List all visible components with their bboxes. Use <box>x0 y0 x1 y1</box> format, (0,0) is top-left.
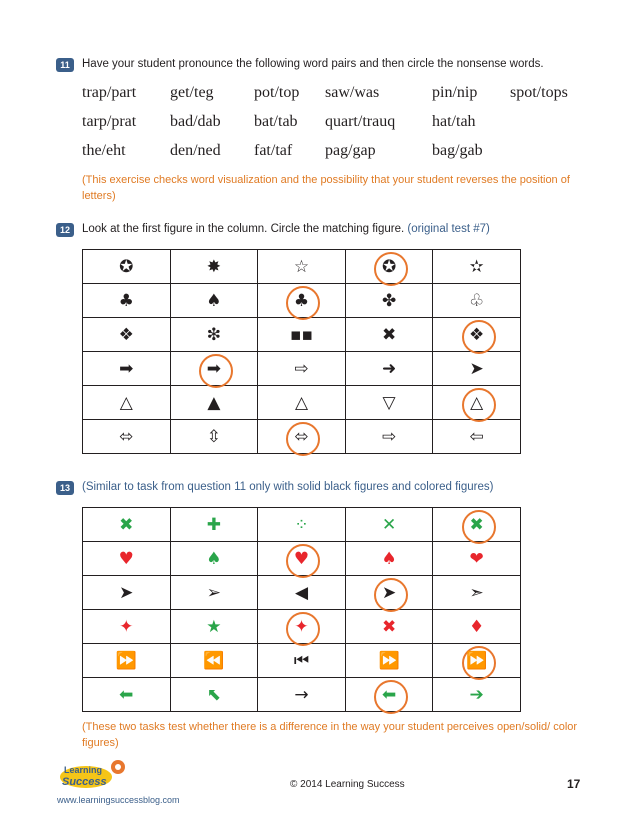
figure-symbol: ✖ <box>381 324 397 345</box>
figure-cell[interactable] <box>433 508 521 542</box>
figure-cell[interactable] <box>170 420 258 454</box>
word-pair: pot/top <box>254 84 300 101</box>
question-13-note: (These two tasks test whether there is a difference in the way your student perceives open/solid/ color figures) <box>82 721 578 749</box>
word-pair: bad/dab <box>170 113 221 130</box>
figure-symbol: ✸ <box>206 256 222 277</box>
word-pair: bag/gab <box>432 142 483 159</box>
figure-symbol: ♣ <box>118 290 134 311</box>
figure-cell[interactable] <box>83 318 171 352</box>
figure-symbol: ✦ <box>119 616 134 637</box>
figure-cell[interactable] <box>345 318 433 352</box>
figure-symbol: ♠ <box>381 548 397 569</box>
figure-cell[interactable] <box>345 352 433 386</box>
word-pair: saw/was <box>325 84 380 101</box>
figure-symbol: ➤ <box>119 582 134 603</box>
figure-symbol: ▽ <box>382 392 396 413</box>
figure-symbol: ➔ <box>469 684 484 705</box>
figure-matching-table-13 <box>82 507 521 712</box>
figure-symbol: ☆ <box>293 256 310 277</box>
word-pair: pag/gap <box>325 142 376 159</box>
figure-symbol: ♠ <box>206 548 222 569</box>
figure-cell[interactable] <box>258 250 346 284</box>
figure-cell[interactable] <box>83 284 171 318</box>
word-pair: spot/tops <box>510 84 568 101</box>
figure-symbol: ♥ <box>118 548 134 569</box>
figure-symbol: ➢ <box>206 582 222 603</box>
figure-cell[interactable] <box>258 508 346 542</box>
figure-cell[interactable] <box>170 508 258 542</box>
figure-cell[interactable] <box>345 386 433 420</box>
figure-cell[interactable] <box>345 508 433 542</box>
figure-symbol: ◀ <box>294 582 309 603</box>
page-number: 17 <box>567 777 581 791</box>
figure-symbol: ✤ <box>381 290 397 311</box>
figure-cell[interactable] <box>83 542 171 576</box>
svg-text:Learning: Learning <box>64 765 103 775</box>
figure-cell[interactable] <box>170 352 258 386</box>
figure-symbol: ➤ <box>381 582 397 603</box>
figure-symbol: ♥ <box>293 548 310 569</box>
figure-cell[interactable] <box>258 610 346 644</box>
figure-cell[interactable] <box>258 644 346 678</box>
figure-symbol: ✖ <box>469 514 484 535</box>
figure-symbol: ✪ <box>119 256 134 277</box>
figure-cell[interactable] <box>170 576 258 610</box>
figure-symbol: ❇ <box>206 324 222 345</box>
figure-cell[interactable] <box>83 352 171 386</box>
table-row <box>83 250 521 284</box>
figure-cell[interactable] <box>345 610 433 644</box>
figure-cell[interactable] <box>433 352 521 386</box>
figure-symbol: ✚ <box>206 514 222 535</box>
word-pair: fat/taf <box>254 142 293 159</box>
figure-cell[interactable] <box>83 644 171 678</box>
figure-cell[interactable] <box>170 250 258 284</box>
figure-symbol: ➡ <box>119 358 134 379</box>
figure-cell[interactable] <box>83 386 171 420</box>
figure-symbol: ❖ <box>118 324 134 345</box>
question-11-note: (This exercise checks word visualization and the possibility that your student reverses the position of letters) <box>82 174 570 202</box>
figure-symbol: ⇨ <box>381 426 397 447</box>
figure-cell[interactable] <box>170 644 258 678</box>
figure-cell[interactable] <box>345 420 433 454</box>
table-row <box>83 420 521 454</box>
question-12-badge: 12 <box>56 223 74 237</box>
figure-cell[interactable] <box>433 542 521 576</box>
figure-symbol: ❤ <box>469 548 484 569</box>
figure-cell[interactable] <box>83 420 171 454</box>
figure-symbol: ▪▪ <box>289 324 313 345</box>
figure-cell[interactable] <box>258 420 346 454</box>
figure-symbol: → <box>294 684 309 705</box>
table-row <box>83 576 521 610</box>
figure-symbol: ➡ <box>206 358 222 379</box>
figure-symbol: ⏩ <box>378 650 400 671</box>
figure-symbol: ⇨ <box>294 358 309 379</box>
word-pair: tarp/prat <box>82 113 137 130</box>
figure-cell[interactable] <box>433 644 521 678</box>
figure-cell[interactable] <box>258 386 346 420</box>
table-row <box>83 318 521 352</box>
figure-cell[interactable] <box>170 610 258 644</box>
table-row <box>83 644 521 678</box>
figure-symbol: ✪ <box>381 256 397 277</box>
figure-cell[interactable] <box>345 678 433 712</box>
figure-cell[interactable] <box>433 386 521 420</box>
figure-cell[interactable] <box>83 678 171 712</box>
footer-copyright: © 2014 Learning Success <box>290 779 405 790</box>
figure-symbol: ♣ <box>293 290 310 311</box>
table-row <box>83 678 521 712</box>
figure-cell[interactable] <box>170 284 258 318</box>
figure-cell[interactable] <box>258 318 346 352</box>
figure-symbol: △ <box>119 392 133 413</box>
word-pair: the/eht <box>82 142 126 159</box>
figure-cell[interactable] <box>345 576 433 610</box>
word-pair: pin/nip <box>432 84 478 101</box>
figure-cell[interactable] <box>258 576 346 610</box>
figure-cell[interactable] <box>170 678 258 712</box>
figure-symbol: ⬅ <box>381 684 397 705</box>
figure-cell[interactable] <box>258 542 346 576</box>
figure-symbol: △ <box>294 392 309 413</box>
footer-url[interactable]: www.learningsuccessblog.com <box>57 795 180 805</box>
question-11-badge: 11 <box>56 58 74 72</box>
figure-cell[interactable] <box>345 644 433 678</box>
figure-symbol: ⏩ <box>466 650 488 671</box>
word-pair: hat/tah <box>432 113 476 130</box>
figure-symbol: ⏪ <box>203 650 225 671</box>
figure-cell[interactable] <box>433 420 521 454</box>
figure-symbol: ⏮ <box>293 650 310 671</box>
table-row <box>83 508 521 542</box>
figure-cell[interactable] <box>345 284 433 318</box>
figure-symbol: ➜ <box>381 358 397 379</box>
table-row <box>83 352 521 386</box>
word-pair: den/ned <box>170 142 221 159</box>
figure-symbol: ▲ <box>207 392 221 413</box>
figure-cell[interactable] <box>170 318 258 352</box>
figure-cell[interactable] <box>345 250 433 284</box>
figure-symbol: ⬄ <box>119 426 134 447</box>
figure-cell[interactable] <box>83 576 171 610</box>
table-row <box>83 610 521 644</box>
figure-matching-table-12 <box>82 249 521 454</box>
figure-cell[interactable] <box>433 318 521 352</box>
figure-cell[interactable] <box>433 678 521 712</box>
table-row <box>83 542 521 576</box>
figure-symbol: ➣ <box>469 582 484 603</box>
figure-cell[interactable] <box>433 576 521 610</box>
figure-symbol: ♠ <box>206 290 222 311</box>
figure-cell[interactable] <box>433 250 521 284</box>
figure-cell[interactable] <box>433 284 521 318</box>
figure-symbol: ⇦ <box>469 426 484 447</box>
table-row <box>83 386 521 420</box>
figure-cell[interactable] <box>83 610 171 644</box>
question-13-badge: 13 <box>56 481 74 495</box>
figure-cell[interactable] <box>258 284 346 318</box>
question-12-instruction <box>82 223 490 235</box>
figure-symbol: ✫ <box>469 256 484 277</box>
learning-success-logo <box>56 755 128 791</box>
figure-cell[interactable] <box>170 542 258 576</box>
figure-symbol: ✖ <box>381 616 397 637</box>
figure-symbol: ✖ <box>119 514 134 535</box>
word-pair: get/teg <box>170 84 214 101</box>
figure-symbol: ⬉ <box>206 684 222 705</box>
question-12-reference: (original test #7) <box>407 223 490 235</box>
figure-cell[interactable] <box>345 542 433 576</box>
figure-symbol: ➤ <box>469 358 484 379</box>
question-12-instruction-text: Look at the first figure in the column. Circle the matching figure. <box>82 223 405 235</box>
figure-cell[interactable] <box>83 508 171 542</box>
figure-symbol: ⁘ <box>294 514 309 535</box>
figure-symbol: ✦ <box>294 616 309 637</box>
figure-symbol: ⇳ <box>206 426 222 447</box>
figure-symbol: ⏩ <box>115 650 137 671</box>
figure-symbol: ⬄ <box>294 426 309 447</box>
figure-cell[interactable] <box>83 250 171 284</box>
word-pair: trap/part <box>82 84 137 101</box>
figure-symbol: ★ <box>206 616 222 637</box>
question-11-instruction: Have your student pronounce the following word pairs and then circle the nonsense words. <box>82 58 544 70</box>
figure-symbol: ❖ <box>469 324 485 345</box>
figure-symbol: ♦ <box>469 616 485 637</box>
figure-symbol: △ <box>470 392 484 413</box>
figure-symbol: ✕ <box>381 514 397 535</box>
figure-cell[interactable] <box>258 678 346 712</box>
word-pair: quart/trauq <box>325 113 396 130</box>
figure-cell[interactable] <box>170 386 258 420</box>
word-pair: bat/tab <box>254 113 298 130</box>
figure-cell[interactable] <box>258 352 346 386</box>
table-row <box>83 284 521 318</box>
figure-cell[interactable] <box>433 610 521 644</box>
svg-text:Success: Success <box>62 776 107 788</box>
figure-symbol: ⬅ <box>119 684 134 705</box>
figure-symbol: ♧ <box>469 290 485 311</box>
question-13-instruction: (Similar to task from question 11 only with solid black figures and colored figures) <box>82 481 494 493</box>
